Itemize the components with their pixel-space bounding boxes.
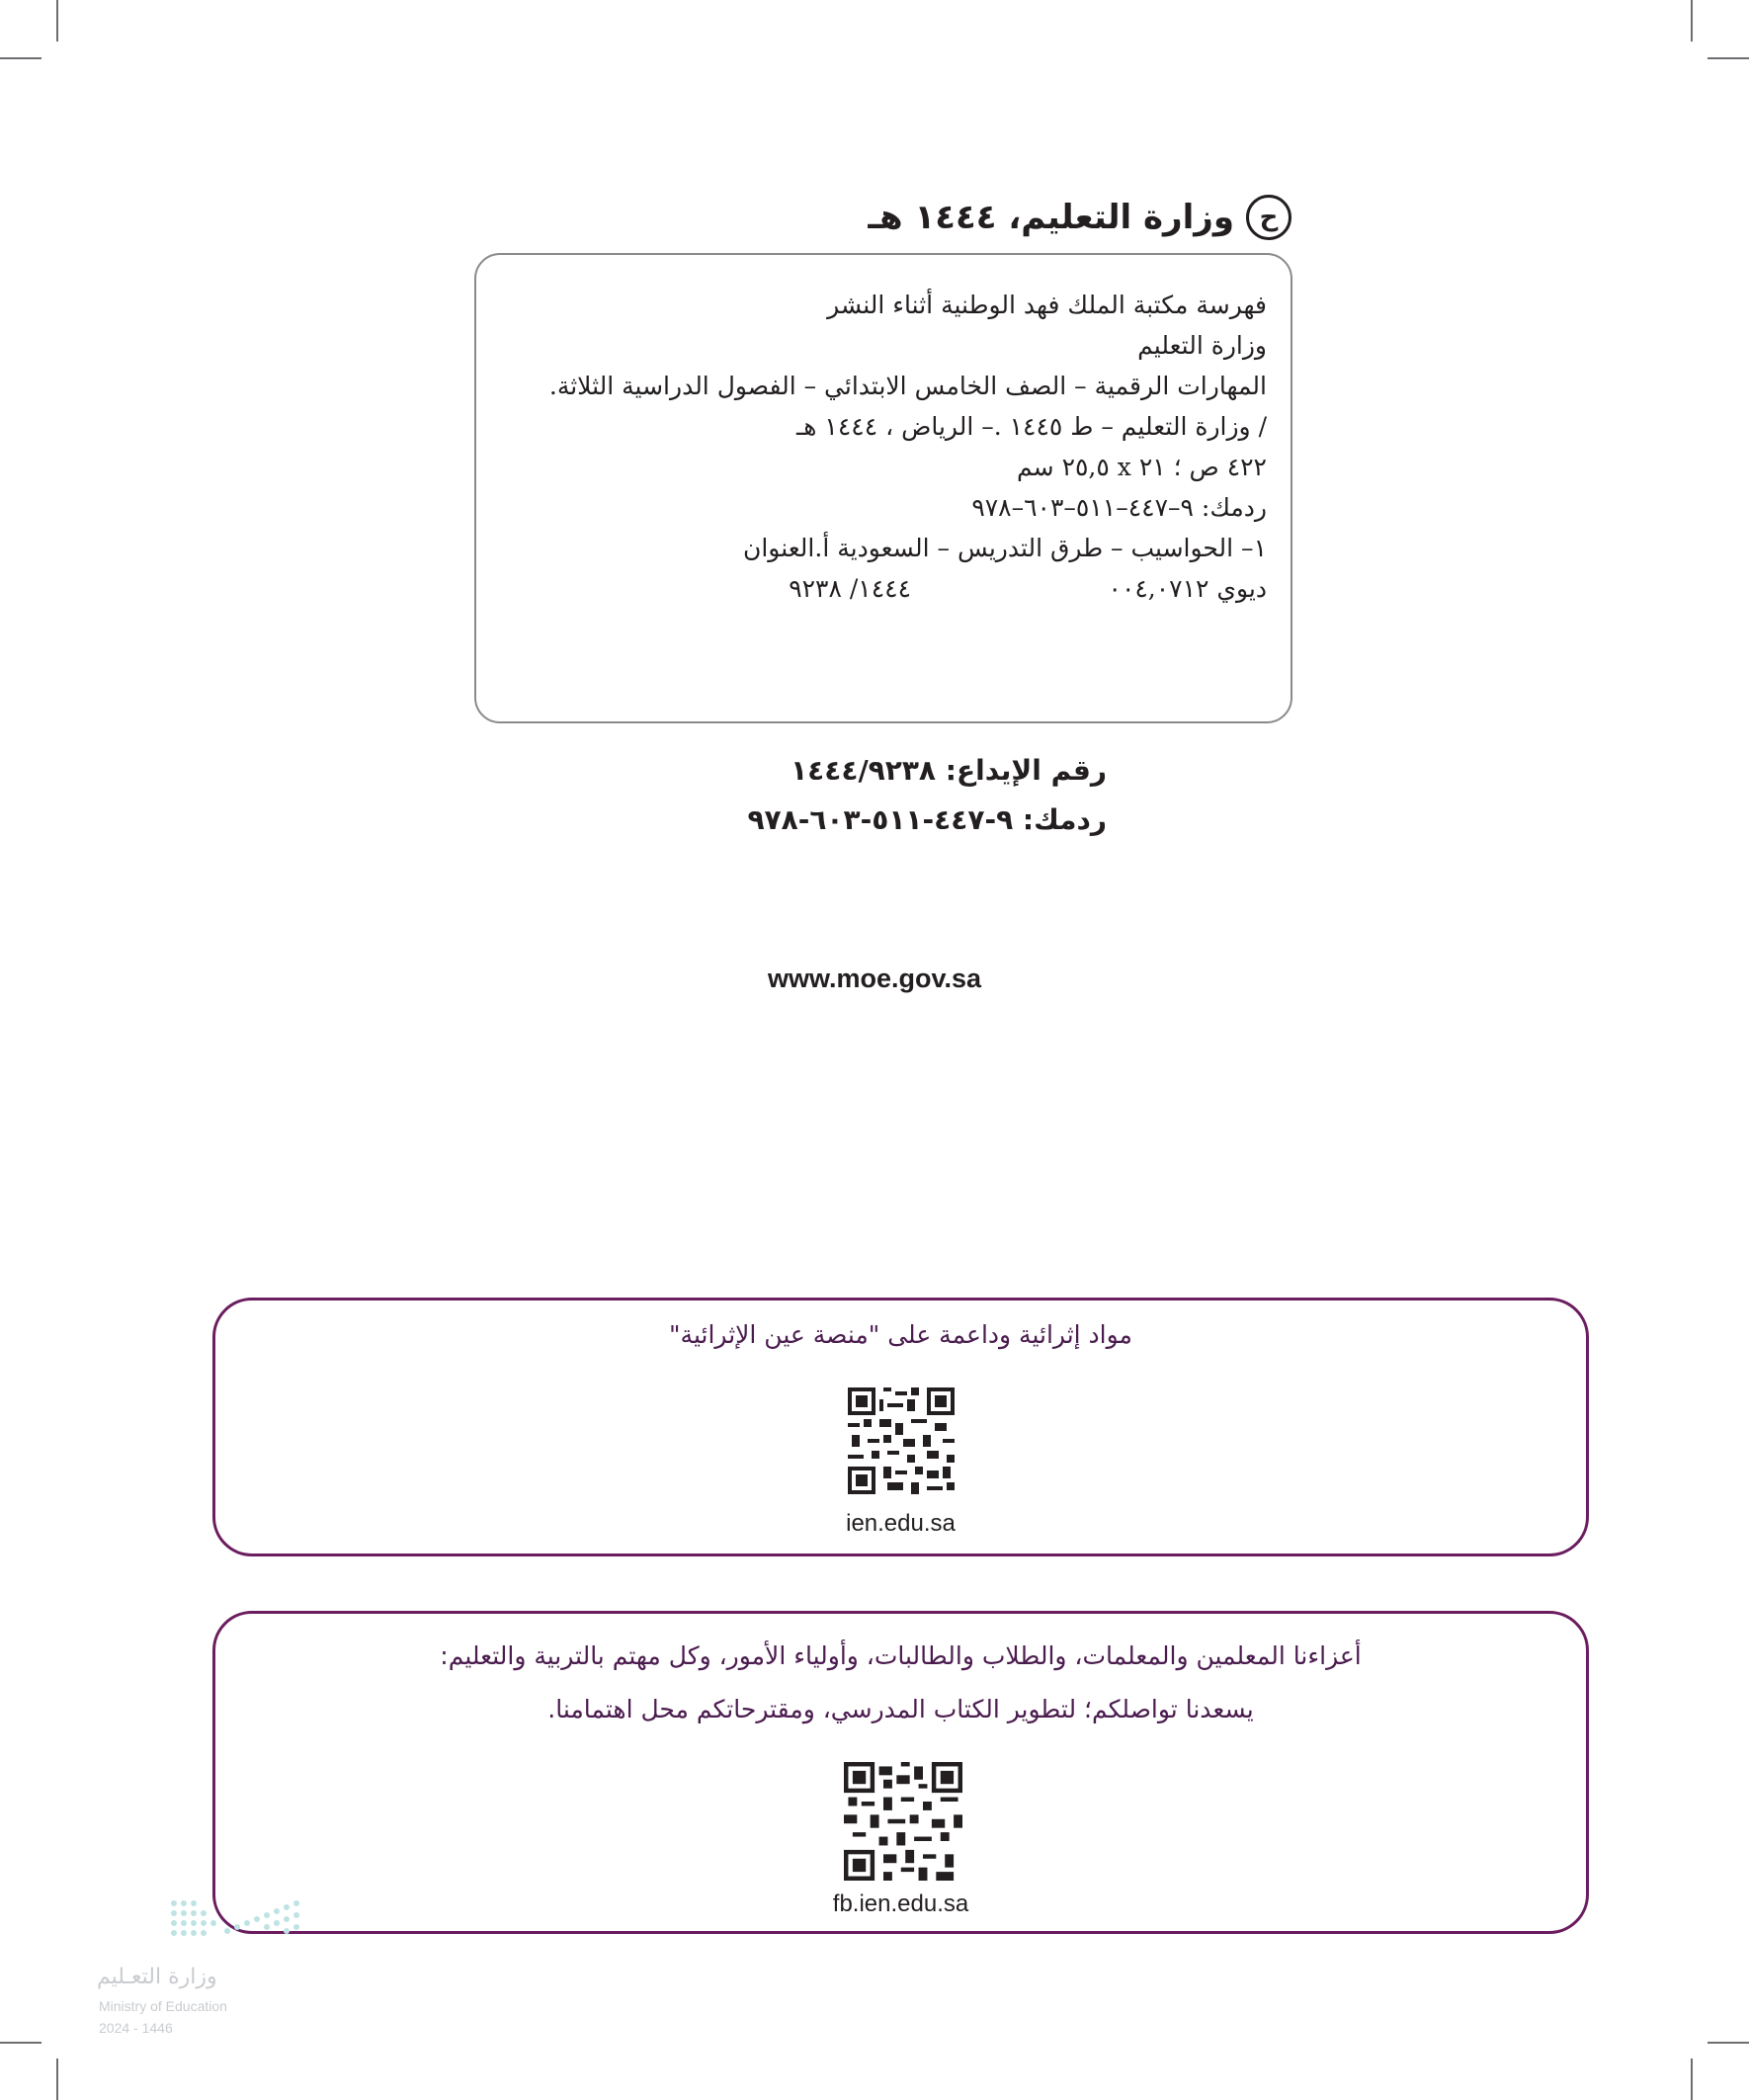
cataloging-box [474, 253, 1292, 723]
logo-arabic-text: وزارة التعـليم [97, 1965, 217, 1989]
logo-dots-icon [168, 1895, 326, 1955]
copyright-text: وزارة التعليم، ١٤٤٤ هـ [868, 198, 1234, 237]
dewey-line [496, 568, 1267, 609]
crop-mark [56, 0, 58, 42]
cataloging-line: / وزارة التعليم – ط ١٤٤٥ .– الرياض ، ١٤٤٤ هـ [795, 412, 1267, 441]
enrichment-text: مواد إثرائية وداعمة على "منصة عين الإثرائية" [669, 1320, 1132, 1349]
crop-mark [1691, 0, 1693, 42]
crop-mark [56, 2058, 58, 2100]
enrichment-panel [212, 1298, 1589, 1556]
qr-code-icon[interactable] [844, 1762, 962, 1881]
qr-code-icon[interactable] [848, 1387, 955, 1494]
feedback-line-2: يسعدنا تواصلكم؛ لتطوير الكتاب المدرسي، ومقترحاتكم محل اهتمامنا. [547, 1695, 1254, 1723]
enrichment-url[interactable]: ien.edu.sa [846, 1510, 956, 1537]
feedback-url[interactable]: fb.ien.edu.sa [832, 1890, 969, 1917]
crop-mark [0, 2042, 42, 2044]
ministry-logo [97, 1895, 324, 2044]
isbn-number: ردمك: ٩-٤٤٧-٥١١-٦٠٣-٩٧٨ [747, 803, 1107, 836]
logo-year-text: 2024 - 1446 [99, 2020, 173, 2036]
crop-mark [1707, 2042, 1749, 2044]
crop-mark [1691, 2058, 1693, 2100]
copyright-heading [402, 188, 1291, 247]
cataloging-line: ١– الحواسيب – طرق التدريس – السعودية أ.العنوان [742, 534, 1267, 562]
cataloging-lines [496, 285, 1267, 609]
dewey-label: ديوي ٠٠٤,٠٧١٢ [1108, 574, 1267, 603]
logo-english-text: Ministry of Education [99, 1998, 227, 2014]
cataloging-line: وزارة التعليم [1137, 331, 1267, 360]
feedback-panel [212, 1611, 1589, 1934]
deposit-number: رقم الإيداع: ١٤٤٤/٩٢٣٨ [791, 754, 1107, 787]
feedback-line-1: أعزاءنا المعلمين والمعلمات، والطلاب والطالبات، وأولياء الأمور، وكل مهتم بالتربية والتعليم: [440, 1641, 1362, 1670]
website-link[interactable]: www.moe.gov.sa [767, 964, 982, 993]
crop-mark [1707, 57, 1749, 59]
cataloging-line: فهرسة مكتبة الملك فهد الوطنية أثناء النشر [827, 291, 1267, 319]
crop-mark [0, 57, 42, 59]
dewey-number: ١٤٤٤/ ٩٢٣٨ [789, 574, 911, 603]
copyright-icon: ح [1246, 195, 1291, 240]
cataloging-line: ٤٢٢ ص ؛ ٢١ x ٢٥,٥ سم [1017, 453, 1267, 481]
cataloging-line: ردمك: ٩–٤٤٧–٥١١–٦٠٣–٩٧٨ [971, 493, 1267, 522]
deposit-block [593, 746, 1107, 845]
cataloging-line: المهارات الرقمية – الصف الخامس الابتدائي – الفصول الدراسية الثلاثة. [548, 372, 1267, 400]
